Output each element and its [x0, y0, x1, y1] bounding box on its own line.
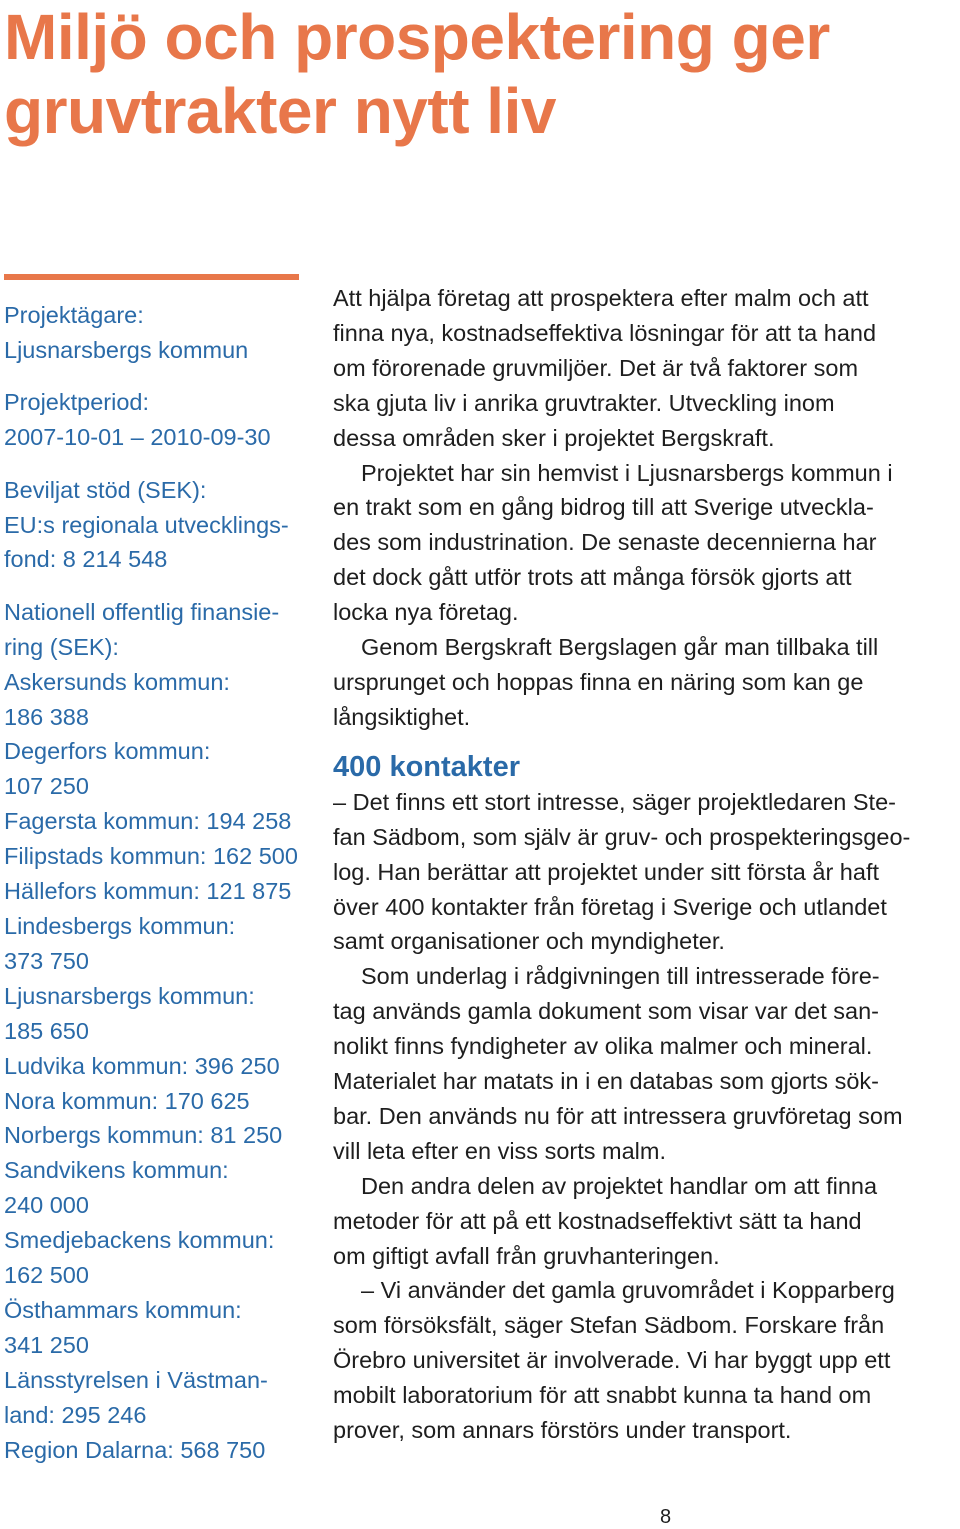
text-line: – Det finns ett stort intresse, säger projektledaren Ste- — [333, 788, 896, 815]
facts-line: 341 250 — [4, 1331, 89, 1358]
text-line: metoder för att på ett kostnadseffektivt sätt ta hand — [333, 1207, 862, 1234]
text-line: en trakt som en gång bidrog till att Sverige utveckla- — [333, 494, 874, 521]
facts-group-national-funding — [4, 595, 304, 1468]
paragraph-intro — [333, 281, 958, 456]
text-line: tag används gamla dokument som visar var det san- — [333, 998, 879, 1025]
text-line: om giftigt avfall från gruvhanteringen. — [333, 1242, 720, 1269]
text-line: nolikt finns fyndigheter av olika malmer och mineral. — [333, 1033, 873, 1060]
text-line: ska gjuta liv i anrika gruvtrakter. Utveckling inom — [333, 389, 835, 416]
facts-line: 373 750 — [4, 947, 89, 974]
text-line: samt organisationer och myndigheter. — [333, 928, 725, 955]
facts-group-owner — [4, 298, 304, 368]
text-line: des som industrination. De senaste decennierna har — [333, 529, 877, 556]
facts-line: fond: 8 214 548 — [4, 546, 168, 573]
text-line: som försöksfält, säger Stefan Sädbom. Forskare från — [333, 1312, 885, 1339]
text-line: långsiktighet. — [333, 703, 471, 730]
text-line: fan Sädbom, som själv är gruv- och prospekteringsgeo- — [333, 823, 911, 850]
page-number: 8 — [660, 1506, 672, 1528]
facts-line: Sandvikens kommun: — [4, 1157, 229, 1184]
text-line: Materialet har matats in i en databas som gjorts sök- — [333, 1068, 879, 1095]
text-line: om förorenade gruvmiljöer. Det är två faktorer som — [333, 354, 859, 381]
facts-line: Degerfors kommun: — [4, 738, 211, 765]
paragraph — [333, 630, 958, 735]
project-facts-sidebar — [4, 298, 304, 1468]
facts-line: Norbergs kommun: 81 250 — [4, 1122, 283, 1149]
facts-line: Smedjebackens kommun: — [4, 1227, 275, 1254]
text-line: log. Han berättar att projektet under sitt första år haft — [333, 858, 880, 885]
facts-line: Länsstyrelsen i Västman- — [4, 1366, 268, 1393]
facts-line: Ljusnarsbergs kommun: — [4, 982, 255, 1009]
paragraph — [333, 456, 958, 631]
facts-line: 185 650 — [4, 1017, 89, 1044]
facts-line: Hällefors kommun: 121 875 — [4, 878, 292, 905]
facts-line: Askersunds kommun: — [4, 668, 230, 695]
facts-line: 2007-10-01 – 2010-09-30 — [4, 424, 271, 451]
text-line: det dock gått utför trots att många försök gjorts att — [333, 564, 852, 591]
facts-line: 107 250 — [4, 773, 89, 800]
paragraph — [333, 1273, 958, 1448]
facts-line: Fagersta kommun: 194 258 — [4, 808, 292, 835]
title-line: gruvtrakter nytt liv — [4, 75, 556, 147]
text-line: mobilt laboratorium för att snabbt kunna ta hand om — [333, 1382, 872, 1409]
text-line: bar. Den används nu för att intressera gruvföretag som — [333, 1102, 903, 1129]
text-line: dessa områden sker i projektet Bergskraft. — [333, 424, 775, 451]
facts-line: Projektägare: — [4, 302, 144, 328]
text-line: Genom Bergskraft Bergslagen går man tillbaka till — [361, 634, 879, 661]
paragraph — [333, 959, 958, 1168]
text-line: Att hjälpa företag att prospektera efter malm och att — [333, 285, 869, 311]
facts-line: 186 388 — [4, 703, 89, 730]
text-line: – Vi använder det gamla gruvområdet i Kopparberg — [361, 1277, 895, 1304]
text-line: prover, som annars förstörs under transport. — [333, 1417, 792, 1444]
facts-line: Nora kommun: 170 625 — [4, 1087, 250, 1114]
accent-divider — [4, 274, 299, 280]
facts-line: EU:s regionala utvecklings- — [4, 511, 289, 538]
facts-line: Ludvika kommun: 396 250 — [4, 1052, 280, 1079]
text-line: finna nya, kostnadseffektiva lösningar för att ta hand — [333, 319, 877, 346]
text-line: Den andra delen av projektet handlar om att finna — [361, 1172, 878, 1199]
facts-line: Beviljat stöd (SEK): — [4, 476, 207, 503]
facts-line: land: 295 246 — [4, 1401, 147, 1428]
text-line: Örebro universitet är involverade. Vi har byggt upp ett — [333, 1347, 891, 1374]
facts-line: Region Dalarna: 568 750 — [4, 1436, 266, 1463]
facts-line: Projektperiod: — [4, 389, 149, 416]
page-title — [4, 0, 830, 148]
facts-line: Lindesbergs kommun: — [4, 913, 236, 939]
paragraph — [333, 1169, 958, 1274]
text-line: över 400 kontakter från företag i Sverige och utlandet — [333, 893, 887, 920]
facts-line: ring (SEK): — [4, 633, 119, 660]
paragraph — [333, 785, 958, 960]
text-line: locka nya företag. — [333, 599, 519, 626]
facts-line: 162 500 — [4, 1262, 89, 1289]
facts-line: 240 000 — [4, 1192, 89, 1219]
facts-group-eu-support — [4, 473, 304, 578]
facts-line: Filipstads kommun: 162 500 — [4, 843, 298, 870]
facts-line: Östhammars kommun: — [4, 1296, 242, 1323]
text-line: Som underlag i rådgivningen till intresserade före- — [361, 963, 880, 990]
facts-line: Nationell offentlig finansie- — [4, 598, 280, 625]
text-line: vill leta efter en viss sorts malm. — [333, 1137, 667, 1164]
text-line: Projektet har sin hemvist i Ljusnarsbergs kommun i — [361, 459, 893, 486]
facts-group-period — [4, 385, 304, 455]
facts-line: Ljusnarsbergs kommun — [4, 336, 249, 363]
title-line: Miljö och prospektering ger — [4, 1, 830, 73]
section-heading: 400 kontakter — [333, 750, 520, 783]
article-body — [333, 281, 958, 1448]
text-line: ursprunget och hoppas finna en näring som kan ge — [333, 668, 864, 695]
